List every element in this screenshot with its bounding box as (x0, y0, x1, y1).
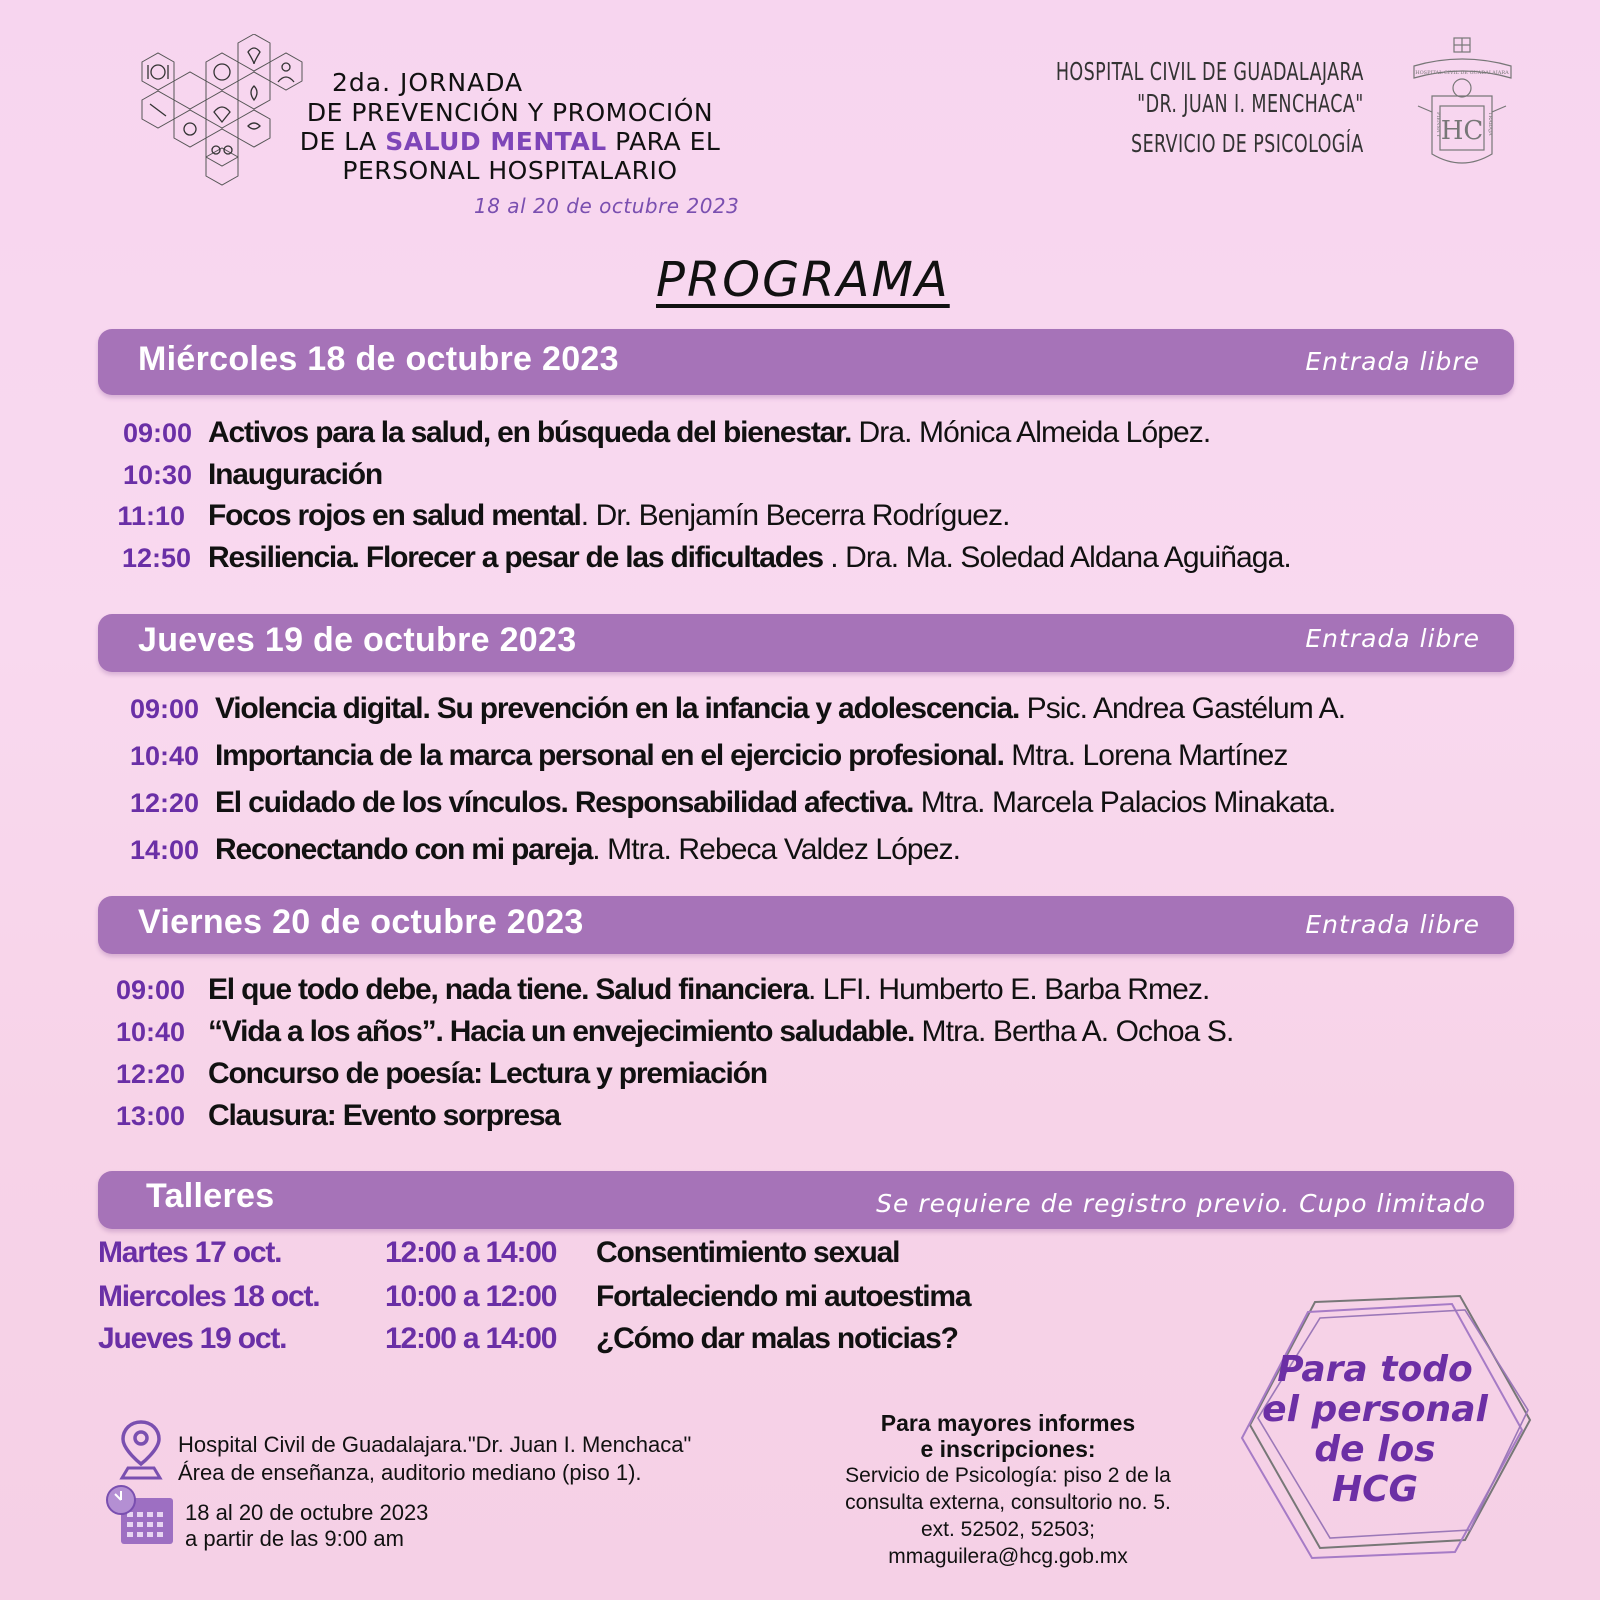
badge-line3: de los (1314, 1429, 1436, 1470)
session-speaker: . Dr. Benjamín Becerra Rodríguez. (580, 499, 1010, 532)
location-line1: Hospital Civil de Guadalajara."Dr. Juan I. Menchaca" (178, 1432, 692, 1457)
session-text (215, 786, 1335, 820)
contact-info (808, 1410, 1208, 1570)
hospital-name: HOSPITAL CIVIL DE GUADALAJARA (1056, 57, 1364, 86)
taller-day: Martes 17 oct. (98, 1236, 282, 1269)
seal-side-left: PIENSA Y (1435, 112, 1441, 138)
contact-email[interactable]: mmaguilera@hcg.gob.mx (888, 1545, 1128, 1568)
session-time: 11:10 (117, 501, 185, 531)
session-speaker: Mtra. Marcela Palacios Minakata. (913, 786, 1336, 819)
taller-hours: 12:00 a 14:00 (385, 1236, 557, 1269)
day-title: Viernes 20 de octubre 2023 (138, 903, 584, 941)
session-title: Clausura: Evento sorpresa (208, 1099, 560, 1132)
calendar-clock-icon (105, 1484, 175, 1546)
session-speaker: Dra. Mónica Almeida López. (851, 416, 1211, 449)
session-text (215, 692, 1345, 726)
session-text (208, 541, 1291, 575)
day-title: Miércoles 18 de octubre 2023 (138, 340, 619, 378)
taller-name: Fortaleciendo mi autoestima (596, 1280, 971, 1313)
event-title-line2: DE PREVENCIÓN Y PROMOCIÓN (306, 98, 714, 127)
badge-line4: HCG (1331, 1469, 1419, 1510)
taller-day: Jueves 19 oct. (98, 1322, 287, 1355)
session-time: 09:00 (115, 975, 185, 1005)
hospital-name-block (969, 56, 1364, 160)
session-text (215, 833, 960, 867)
session-text (208, 1099, 560, 1133)
session-title: Resiliencia. Florecer a pesar de las dificultades (208, 541, 823, 574)
taller-day: Miercoles 18 oct. (98, 1280, 320, 1313)
event-title-line3-pre: DE LA (299, 127, 386, 156)
entry-note: Entrada libre (1305, 347, 1480, 376)
day-header-thursday (98, 614, 1514, 672)
event-title (280, 68, 740, 185)
session-title: Violencia digital. Su prevención en la infancia y adolescencia. (215, 692, 1020, 725)
service-name: SERVICIO DE PSICOLOGÍA (1131, 129, 1364, 158)
entry-note: Entrada libre (1305, 624, 1480, 653)
session-text (208, 416, 1210, 450)
event-title-line3 (280, 127, 740, 156)
session-title: El que todo debe, nada tiene. Salud financiera (208, 973, 808, 1006)
session-speaker: . Dra. Ma. Soledad Aldana Aguiñaga. (822, 541, 1291, 574)
session-title: Concurso de poesía: Lectura y premiación (208, 1057, 767, 1090)
taller-hours: 12:00 a 14:00 (385, 1322, 557, 1355)
talleres-note: Se requiere de registro previo. Cupo limitado (876, 1189, 1486, 1218)
seal-text: HOSPITAL CIVIL DE GUADALAJARA (1415, 70, 1509, 76)
session-title: Inauguración (208, 458, 382, 491)
seal-monogram: HC (1440, 116, 1484, 146)
event-title-line4: PERSONAL HOSPITALARIO (342, 156, 678, 185)
session-time: 10:40 (115, 1017, 185, 1047)
contact-heading1: Para mayores informes (880, 1410, 1136, 1436)
hospital-subname: "DR. JUAN I. MENCHACA" (1137, 89, 1364, 118)
session-title: El cuidado de los vínculos. Responsabilidad afectiva. (215, 786, 914, 819)
taller-name: ¿Cómo dar malas noticias? (596, 1322, 958, 1355)
taller-name: Consentimiento sexual (596, 1236, 900, 1269)
talleres-title: Talleres (146, 1177, 275, 1215)
session-title: Focos rojos en salud mental (208, 499, 581, 532)
session-title: Reconectando con mi pareja (215, 833, 593, 866)
entry-note: Entrada libre (1305, 910, 1480, 939)
location-pin-icon (118, 1418, 164, 1480)
contact-line3: ext. 52502, 52503; (921, 1518, 1095, 1541)
contact-heading2: e inscripciones: (920, 1436, 1096, 1462)
session-speaker: Mtra. Bertha A. Ochoa S. (914, 1015, 1234, 1048)
session-text (208, 1057, 767, 1091)
event-title-line3-post: PARA EL (606, 127, 721, 156)
date-line2: a partir de las 9:00 am (185, 1526, 404, 1551)
event-dates: 18 al 20 de octubre 2023 (474, 194, 740, 218)
contact-line2: consulta externa, consultorio no. 5. (845, 1491, 1171, 1514)
date-line1: 18 al 20 de octubre 2023 (185, 1500, 429, 1525)
session-time: 12:50 (121, 543, 191, 573)
session-time: 12:20 (129, 788, 199, 818)
session-title: “Vida a los años”. Hacia un envejecimiento saludable. (208, 1015, 915, 1048)
session-time: 12:20 (115, 1059, 185, 1089)
session-text (208, 458, 382, 492)
session-text (208, 973, 1209, 1007)
badge-line1: Para todo (1277, 1349, 1473, 1390)
badge-text (1250, 1350, 1500, 1510)
session-time: 09:00 (122, 418, 192, 448)
badge-line2: el personal (1262, 1389, 1488, 1430)
session-time: 13:00 (115, 1101, 185, 1131)
session-text (215, 739, 1287, 773)
session-time: 10:30 (122, 460, 192, 490)
session-time: 10:40 (129, 741, 199, 771)
session-title: Activos para la salud, en búsqueda del bienestar. (208, 416, 852, 449)
day-header-friday (98, 896, 1514, 954)
session-text (208, 499, 1010, 533)
session-time: 09:00 (129, 694, 199, 724)
event-title-accent: SALUD MENTAL (385, 127, 607, 156)
event-title-line1: 2da. JORNADA (332, 68, 524, 97)
day-header-wednesday (98, 329, 1514, 395)
location-line2: Área de enseñanza, auditorio mediano (piso 1). (178, 1460, 642, 1485)
seal-side-right: TRABAJA (1487, 112, 1493, 136)
session-time: 14:00 (129, 835, 199, 865)
session-speaker: Mtra. Lorena Martínez (1003, 739, 1288, 772)
session-speaker: . LFI. Humberto E. Barba Rmez. (807, 973, 1210, 1006)
session-speaker: Psic. Andrea Gastélum A. (1019, 692, 1346, 725)
programa-heading: PROGRAMA (656, 252, 950, 308)
wellbeing-icons (148, 48, 294, 154)
session-title: Importancia de la marca personal en el ejercicio profesional. (215, 739, 1004, 772)
taller-hours: 10:00 a 12:00 (385, 1280, 557, 1313)
session-text (208, 1015, 1233, 1049)
session-speaker: . Mtra. Rebeca Valdez López. (592, 833, 961, 866)
hospital-seal-logo (1410, 36, 1515, 174)
talleres-header (98, 1171, 1514, 1229)
contact-line1: Servicio de Psicología: piso 2 de la (845, 1464, 1171, 1487)
day-title: Jueves 19 de octubre 2023 (138, 621, 577, 659)
